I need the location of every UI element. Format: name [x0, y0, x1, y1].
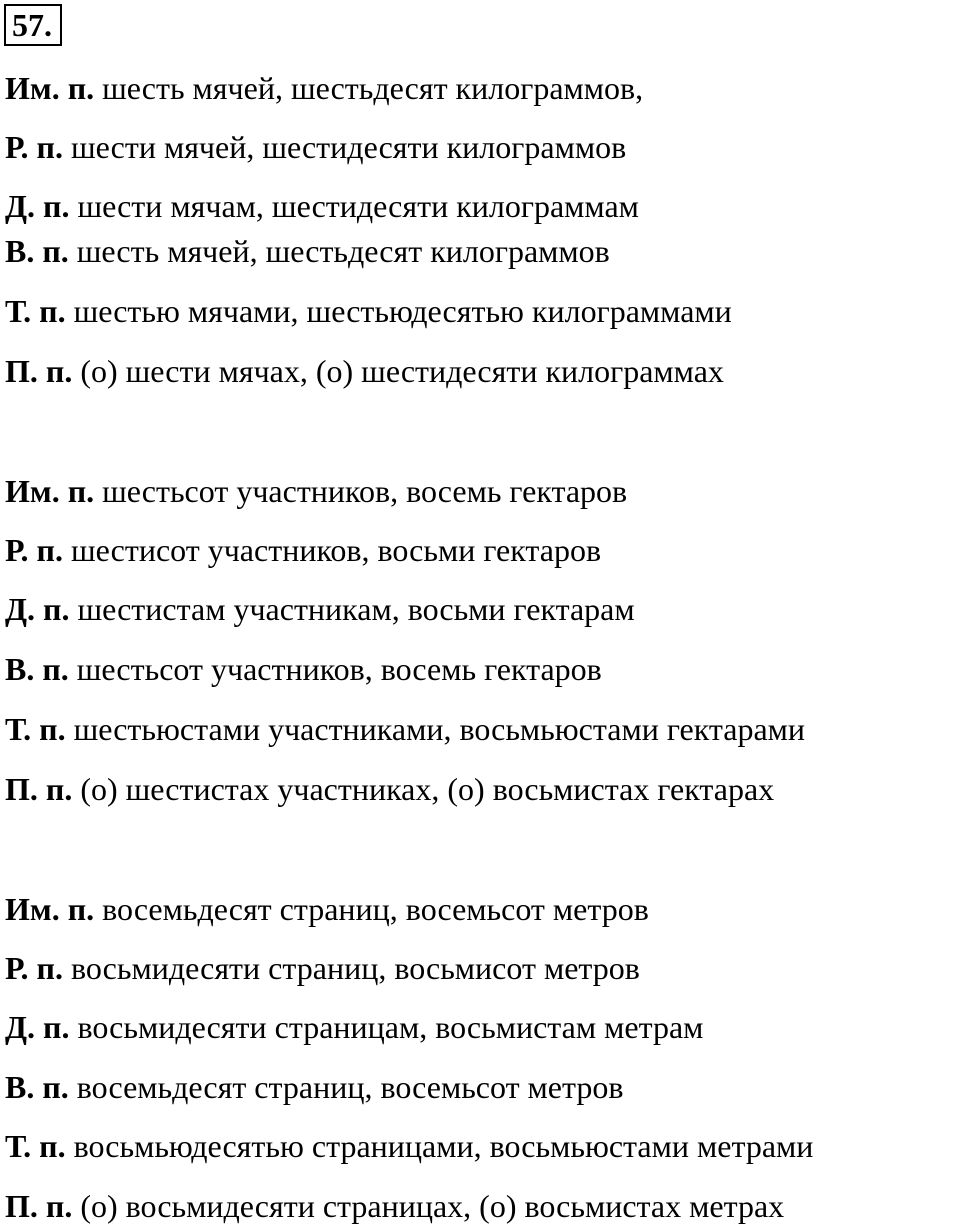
- case-label: В. п.: [5, 233, 69, 269]
- declension-text: шесть мячей, шестьдесят килограммов,: [102, 70, 644, 106]
- declension-row: [5, 769, 774, 809]
- case-label: Им. п.: [5, 473, 95, 509]
- declension-row: [5, 471, 627, 511]
- declension-text: (о) шести мячах, (о) шестидесяти килограммах: [80, 353, 724, 389]
- declension-text: (о) восьмидесяти страницах, (о) восьмистах метрах: [80, 1188, 785, 1224]
- declension-row: [5, 1007, 703, 1047]
- declension-text: шестью мячами, шестьюдесятью килограммами: [73, 293, 732, 329]
- case-label: В. п.: [5, 651, 69, 687]
- declension-text: шести мячей, шестидесяти килограммов: [70, 129, 627, 165]
- declension-row: [5, 709, 805, 749]
- declension-text: восьмидесяти страниц, восьмисот метров: [70, 950, 640, 986]
- declension-text: шести мячам, шестидесяти килограммам: [77, 188, 639, 224]
- declension-row: [5, 589, 635, 629]
- case-label: Д. п.: [5, 188, 70, 224]
- case-label: П. п.: [5, 1188, 73, 1224]
- case-label: Им. п.: [5, 70, 95, 106]
- declension-text: восьмьюдесятью страницами, восьмьюстами метрами: [73, 1128, 814, 1164]
- case-label: Им. п.: [5, 891, 95, 927]
- declension-row: [5, 530, 601, 570]
- declension-text: (о) шестистах участниках, (о) восьмистах гектарах: [80, 771, 775, 807]
- declension-row: [5, 649, 602, 689]
- declension-text: шестьсот участников, восемь гектаров: [76, 651, 602, 687]
- declension-row: [5, 889, 649, 929]
- declension-row: [5, 231, 610, 271]
- declension-text: восемьдесят страниц, восемьсот метров: [76, 1069, 624, 1105]
- declension-text: восьмидесяти страницам, восьмистам метрам: [77, 1009, 704, 1045]
- declension-row: [5, 1067, 623, 1107]
- case-label: Т. п.: [5, 711, 66, 747]
- case-label: Д. п.: [5, 591, 70, 627]
- declension-text: восемьдесят страниц, восемьсот метров: [102, 891, 649, 927]
- declension-row: [5, 351, 724, 391]
- case-label: П. п.: [5, 771, 73, 807]
- declension-text: шестистам участникам, восьми гектарам: [77, 591, 635, 627]
- declension-text: шесть мячей, шестьдесят килограммов: [76, 233, 610, 269]
- case-label: Д. п.: [5, 1009, 70, 1045]
- declension-row: [5, 948, 640, 988]
- declension-text: шестьюстами участниками, восьмьюстами гектарами: [73, 711, 806, 747]
- declension-row: [5, 1126, 813, 1166]
- declension-row: [5, 68, 643, 108]
- declension-row: [5, 127, 626, 167]
- case-label: П. п.: [5, 353, 73, 389]
- case-label: Т. п.: [5, 1128, 66, 1164]
- case-label: Р. п.: [5, 532, 63, 568]
- declension-row: [5, 1186, 784, 1226]
- declension-text: шестьсот участников, восемь гектаров: [102, 473, 628, 509]
- case-label: Т. п.: [5, 293, 66, 329]
- case-label: Р. п.: [5, 950, 63, 986]
- declension-row: [5, 186, 639, 226]
- case-label: Р. п.: [5, 129, 63, 165]
- case-label: В. п.: [5, 1069, 69, 1105]
- declension-text: шестисот участников, восьми гектаров: [70, 532, 602, 568]
- exercise-number: 57.: [4, 4, 62, 46]
- declension-row: [5, 291, 732, 331]
